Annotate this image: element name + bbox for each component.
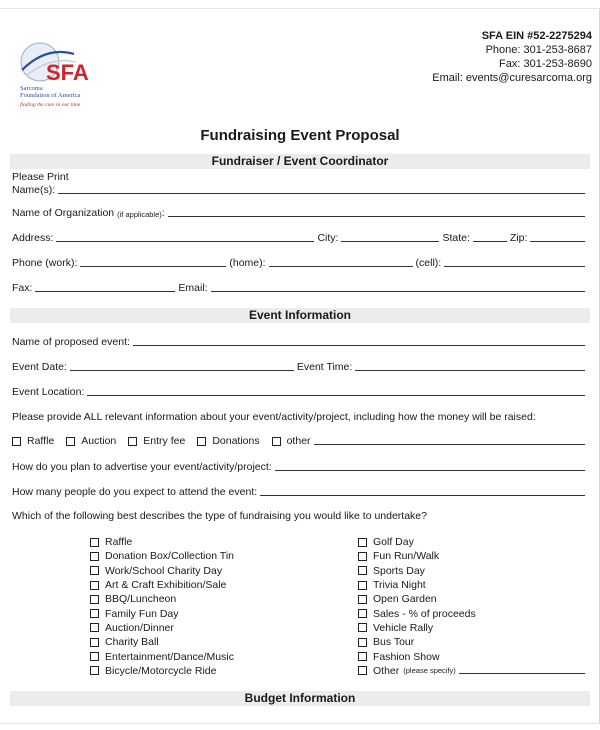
checkbox-icon[interactable]	[66, 437, 75, 446]
event-time-label: Event Time:	[296, 361, 353, 373]
event-date-field[interactable]	[70, 370, 294, 371]
checkbox-icon[interactable]	[90, 666, 99, 675]
type-label: Bicycle/Motorcycle Ride	[105, 664, 217, 677]
type-item[interactable]	[90, 664, 234, 678]
event-date-time-row	[12, 361, 588, 373]
type-item[interactable]	[90, 649, 234, 663]
contact-block	[432, 29, 592, 85]
event-date-label: Event Date:	[12, 361, 67, 373]
zip-field[interactable]	[530, 241, 585, 242]
type-label: Golf Day	[373, 536, 414, 549]
organization-colon: :	[161, 207, 165, 219]
option-auction-label: Auction	[81, 435, 117, 447]
phone-work-label: Phone (work):	[12, 257, 78, 269]
section-budget-header: Budget Information	[10, 691, 590, 706]
sfa-logo	[16, 40, 106, 112]
checkbox-icon[interactable]	[358, 566, 367, 575]
type-item[interactable]	[90, 592, 234, 606]
which-type-text: Which of the following best describes the type of fundraising you would like to undertake?	[12, 510, 427, 522]
type-label: Raffle	[105, 536, 133, 549]
organization-label: Name of Organization	[12, 207, 115, 219]
type-label: Art & Craft Exhibition/Sale	[105, 579, 227, 592]
type-item[interactable]	[90, 549, 234, 563]
page-title: Fundraising Event Proposal	[200, 127, 400, 144]
email-address: Email: events@curesarcoma.org	[432, 72, 592, 84]
option-entry-fee[interactable]	[128, 435, 185, 447]
option-donations-label: Donations	[212, 435, 260, 447]
type-label: Sales - % of proceeds	[373, 607, 476, 620]
type-label: Other	[373, 664, 400, 677]
event-location-label: Event Location:	[12, 386, 85, 398]
checkbox-icon[interactable]	[272, 437, 281, 446]
type-label: Vehicle Rally	[373, 621, 434, 634]
type-label: Open Garden	[373, 593, 437, 606]
proposed-event-row	[12, 336, 588, 348]
event-location-row	[12, 386, 588, 398]
attendees-label: How many people do you expect to attend the event:	[12, 486, 258, 498]
checkbox-icon[interactable]	[90, 623, 99, 632]
ein-number: SFA EIN #52-2275294	[481, 30, 592, 42]
checkbox-icon[interactable]	[358, 652, 367, 661]
phone-home-field[interactable]	[269, 266, 413, 267]
type-label: Auction/Dinner	[105, 621, 174, 634]
type-label: Family Fun Day	[105, 607, 179, 620]
type-label: Trivia Night	[373, 579, 426, 592]
checkbox-icon[interactable]	[358, 581, 367, 590]
option-other[interactable]	[272, 435, 311, 447]
provide-all-row	[12, 411, 588, 423]
type-item[interactable]	[90, 635, 234, 649]
checkbox-icon[interactable]	[12, 437, 21, 446]
checkbox-icon[interactable]	[90, 581, 99, 590]
fax-email-row	[12, 282, 588, 294]
type-item[interactable]	[358, 592, 588, 606]
phone-home-label: (home):	[229, 257, 266, 269]
type-item[interactable]	[358, 649, 588, 663]
other-specify-field[interactable]	[459, 673, 585, 674]
logo-brand: SFA	[46, 60, 89, 85]
phone-cell-label: (cell):	[415, 257, 442, 269]
checkbox-icon[interactable]	[358, 552, 367, 561]
state-field[interactable]	[473, 241, 507, 242]
names-row	[12, 184, 588, 196]
names-field[interactable]	[58, 193, 585, 194]
other-specify-note: (please specify)	[403, 666, 456, 676]
type-item[interactable]	[358, 578, 588, 592]
checkbox-icon[interactable]	[358, 666, 367, 675]
checkbox-icon[interactable]	[90, 538, 99, 547]
organization-field[interactable]	[168, 216, 585, 217]
event-location-field[interactable]	[87, 395, 585, 396]
checkbox-icon[interactable]	[90, 609, 99, 618]
type-label: Bus Tour	[373, 636, 415, 649]
section-event-info-header: Event Information	[10, 308, 590, 323]
checkbox-icon[interactable]	[358, 609, 367, 618]
type-label: Entertainment/Dance/Music	[105, 650, 234, 663]
please-print-row	[12, 171, 588, 183]
section-coordinator-header: Fundraiser / Event Coordinator	[10, 154, 590, 169]
logo-org-line2: Foundation of America	[20, 92, 81, 99]
advertise-label: How do you plan to advertise your event/activity/project:	[12, 461, 272, 473]
phone-cell-field[interactable]	[444, 266, 585, 267]
type-item[interactable]	[358, 549, 588, 563]
option-raffle[interactable]	[12, 435, 54, 447]
zip-label: Zip:	[509, 232, 528, 244]
type-item-other[interactable]	[358, 664, 588, 678]
type-item[interactable]	[358, 564, 588, 578]
other-field[interactable]	[314, 444, 585, 445]
state-label: State:	[442, 232, 470, 244]
checkbox-icon[interactable]	[90, 638, 99, 647]
money-options-row	[12, 435, 588, 447]
checkbox-icon[interactable]	[90, 652, 99, 661]
checkbox-icon[interactable]	[90, 552, 99, 561]
please-print-label: Please Print	[12, 171, 69, 183]
attendees-row	[12, 486, 588, 498]
checkbox-icon[interactable]	[358, 638, 367, 647]
email-field[interactable]	[211, 291, 585, 292]
type-item[interactable]	[358, 535, 588, 549]
address-row	[12, 232, 588, 244]
type-item[interactable]	[358, 606, 588, 620]
type-label: BBQ/Luncheon	[105, 593, 177, 606]
type-item[interactable]	[90, 606, 234, 620]
type-item[interactable]	[90, 535, 234, 549]
type-label: Work/School Charity Day	[105, 564, 223, 577]
checkbox-icon[interactable]	[358, 623, 367, 632]
names-label: Name(s):	[12, 184, 56, 196]
type-item[interactable]	[90, 564, 234, 578]
advertise-row	[12, 461, 588, 473]
checkbox-icon[interactable]	[90, 566, 99, 575]
organization-row	[12, 207, 588, 219]
type-label: Fun Run/Walk	[373, 550, 440, 563]
checkbox-icon[interactable]	[197, 437, 206, 446]
globe-logo-icon	[16, 40, 106, 112]
type-label: Sports Day	[373, 564, 425, 577]
provide-all-text: Please provide ALL relevant information about your event/activity/project, including how the money will be raised:	[12, 411, 536, 423]
option-other-label: other	[286, 435, 311, 447]
fax-number: Fax: 301-253-8690	[499, 58, 592, 70]
proposed-event-label: Name of proposed event:	[12, 336, 130, 348]
option-entry-fee-label: Entry fee	[143, 435, 186, 447]
if-applicable-note: (if applicable)	[117, 210, 162, 219]
type-item[interactable]	[90, 621, 234, 635]
which-type-row	[12, 510, 588, 522]
checkbox-icon[interactable]	[358, 538, 367, 547]
checkbox-icon[interactable]	[358, 595, 367, 604]
fax-field[interactable]	[35, 291, 175, 292]
option-auction[interactable]	[66, 435, 116, 447]
checkbox-icon[interactable]	[90, 595, 99, 604]
phone-row	[12, 257, 588, 269]
option-donations[interactable]	[197, 435, 259, 447]
phone-work-field[interactable]	[80, 266, 226, 267]
logo-org-line1: Sarcoma	[20, 85, 43, 92]
types-left-list	[90, 535, 234, 678]
type-label: Donation Box/Collection Tin	[105, 550, 234, 563]
event-time-field[interactable]	[355, 370, 585, 371]
option-raffle-label: Raffle	[27, 435, 55, 447]
address-field[interactable]	[56, 241, 314, 242]
attendees-field[interactable]	[260, 495, 585, 496]
advertise-field[interactable]	[275, 470, 585, 471]
logo-tagline: finding the cure in our time	[20, 102, 81, 108]
type-label: Charity Ball	[105, 636, 159, 649]
email-label: Email:	[178, 282, 208, 294]
address-label: Address:	[12, 232, 54, 244]
city-field[interactable]	[341, 241, 439, 242]
type-item[interactable]	[90, 578, 234, 592]
fax-label: Fax:	[12, 282, 33, 294]
proposed-event-field[interactable]	[133, 345, 585, 346]
phone-number: Phone: 301-253-8687	[485, 44, 592, 56]
city-label: City:	[317, 232, 339, 244]
checkbox-icon[interactable]	[128, 437, 137, 446]
type-item[interactable]	[358, 621, 588, 635]
types-right-list	[358, 535, 588, 678]
type-item[interactable]	[358, 635, 588, 649]
type-label: Fashion Show	[373, 650, 440, 663]
